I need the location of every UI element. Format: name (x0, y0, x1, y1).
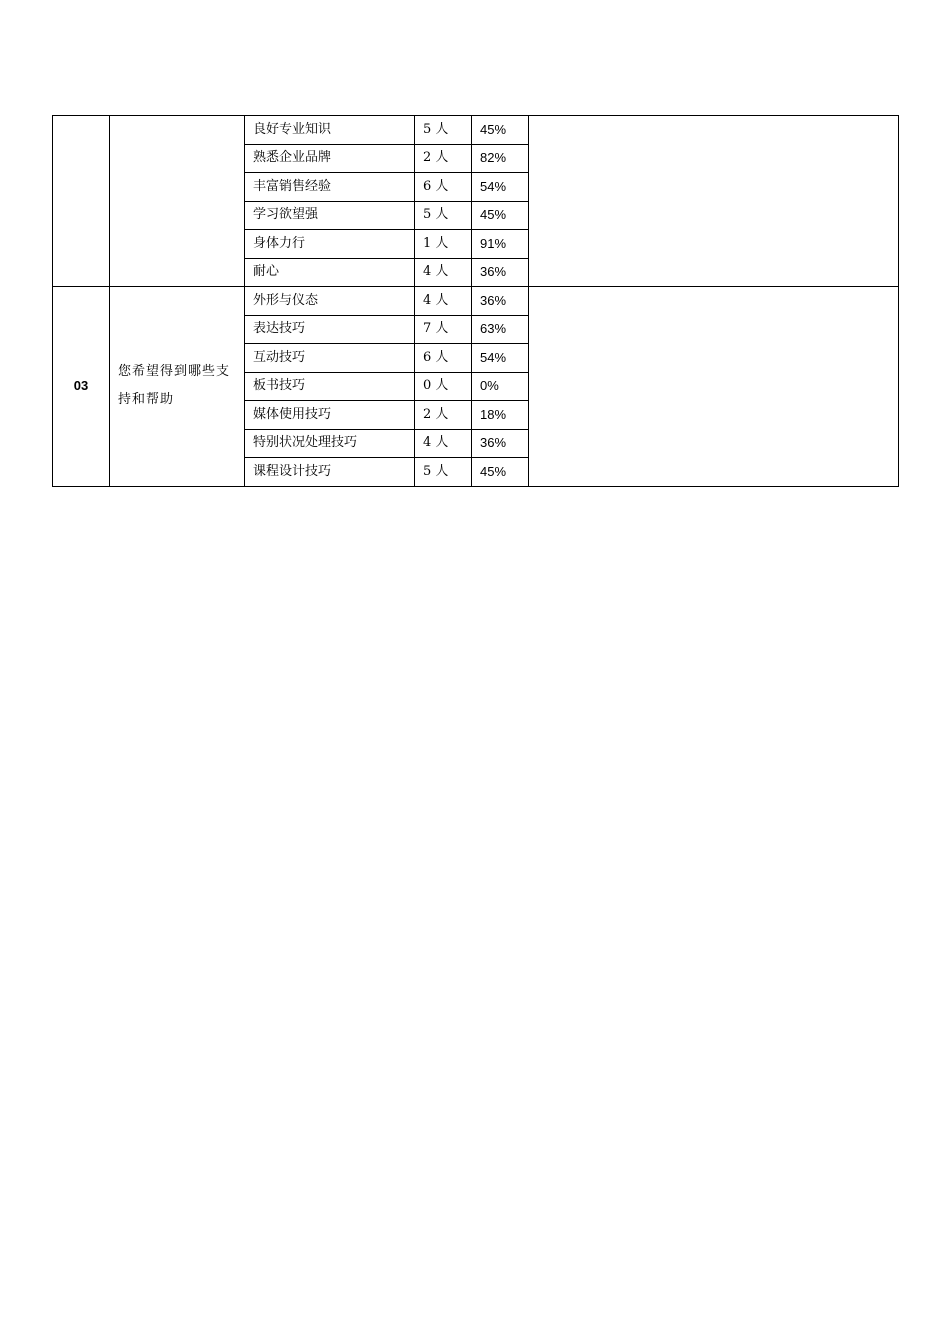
section-question (110, 116, 245, 287)
option-label: 互动技巧 (245, 344, 415, 373)
section-number (53, 116, 110, 287)
option-count: 2 人 (415, 401, 472, 430)
option-percent: 91% (472, 230, 529, 259)
option-percent: 0% (472, 372, 529, 401)
option-label: 表达技巧 (245, 315, 415, 344)
section-remark (529, 116, 899, 287)
option-percent: 36% (472, 258, 529, 287)
option-percent: 45% (472, 116, 529, 145)
option-label: 课程设计技巧 (245, 458, 415, 487)
option-label: 媒体使用技巧 (245, 401, 415, 430)
option-count: 5 人 (415, 116, 472, 145)
option-percent: 63% (472, 315, 529, 344)
option-percent: 36% (472, 429, 529, 458)
option-label: 良好专业知识 (245, 116, 415, 145)
option-percent: 54% (472, 173, 529, 202)
option-count: 2 人 (415, 144, 472, 173)
option-label: 丰富销售经验 (245, 173, 415, 202)
option-label: 特别状况处理技巧 (245, 429, 415, 458)
option-count: 4 人 (415, 287, 472, 316)
option-percent: 82% (472, 144, 529, 173)
option-label: 耐心 (245, 258, 415, 287)
option-count: 4 人 (415, 258, 472, 287)
option-percent: 45% (472, 201, 529, 230)
option-count: 5 人 (415, 458, 472, 487)
table-row (53, 287, 899, 316)
option-label: 外形与仪态 (245, 287, 415, 316)
option-count: 7 人 (415, 315, 472, 344)
section-number: 03 (53, 287, 110, 487)
table-row (53, 116, 899, 145)
option-label: 板书技巧 (245, 372, 415, 401)
option-count: 0 人 (415, 372, 472, 401)
option-percent: 18% (472, 401, 529, 430)
option-count: 6 人 (415, 344, 472, 373)
option-percent: 54% (472, 344, 529, 373)
option-percent: 36% (472, 287, 529, 316)
option-label: 熟悉企业品牌 (245, 144, 415, 173)
option-label: 学习欲望强 (245, 201, 415, 230)
section-question: 您希望得到哪些支持和帮助 (110, 287, 245, 487)
section-remark (529, 287, 899, 487)
option-count: 1 人 (415, 230, 472, 259)
option-count: 5 人 (415, 201, 472, 230)
option-percent: 45% (472, 458, 529, 487)
option-count: 6 人 (415, 173, 472, 202)
option-label: 身体力行 (245, 230, 415, 259)
option-count: 4 人 (415, 429, 472, 458)
survey-results-table (52, 115, 899, 487)
